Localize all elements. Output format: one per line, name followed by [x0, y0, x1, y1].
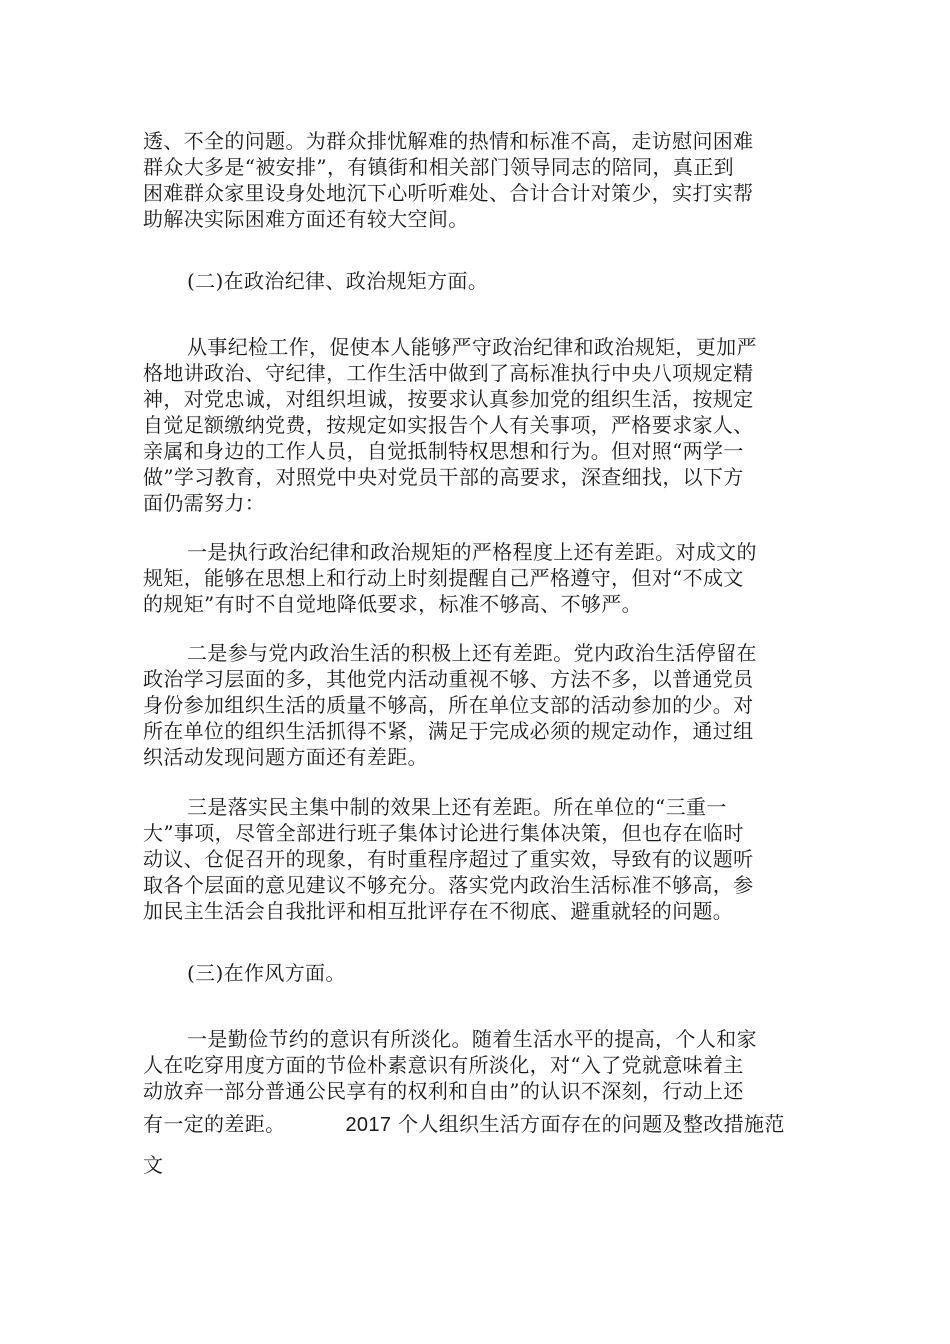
document-title-text: 个人组织生活方面存在的问题及整改措施范	[391, 1112, 785, 1136]
paragraph-2-line-1: 从事纪检工作，促使本人能够严守政治纪律和政治规矩，更加严	[187, 335, 757, 359]
paragraph-2-line-7: 面仍需努力：	[143, 491, 266, 515]
paragraph-4-line-4: 所在单位的组织生活抓得不紧，满足于完成必须的规定动作，通过组	[143, 719, 754, 743]
paragraph-5-line-1: 三是落实民主集中制的效果上还有差距。所在单位的“三重一	[187, 795, 727, 819]
section-heading-3: (三)在作风方面。	[187, 961, 346, 985]
paragraph-6-line-2: 人在吃穿用度方面的节俭朴素意识有所淡化，对“入了党就意味着主	[143, 1053, 744, 1077]
paragraph-1-line-4: 助解决实际困难方面还有较大空间。	[143, 207, 469, 231]
paragraph-4-line-2: 政治学习层面的多，其他党内活动重视不够、方法不多，以普通党员	[143, 667, 754, 691]
paragraph-1-line-3: 困难群众家里设身处地沉下心听听难处、合计合计对策少，实打实帮	[143, 181, 754, 205]
paragraph-1-line-1: 透、不全的问题。为群众排忧解难的热情和标准不高，走访慰问困难	[143, 129, 754, 153]
paragraph-5-line-4: 取各个层面的意见建议不够充分。落实党内政治生活标准不够高，参	[143, 873, 754, 897]
paragraph-2-line-2: 格地讲政治、守纪律，工作生活中做到了高标准执行中央八项规定精	[143, 361, 754, 385]
paragraph-4-line-3: 身份参加组织生活的质量不够高，所在单位支部的活动参加的少。对	[143, 693, 754, 717]
paragraph-2-line-3: 神，对党忠诚，对组织坦诚，按要求认真参加党的组织生活，按规定	[143, 387, 754, 411]
paragraph-1-line-2: 群众大多是“被安排”，有镇街和相关部门领导同志的陪同，真正到	[143, 155, 734, 179]
paragraph-3-line-1: 一是执行政治纪律和政治规矩的严格程度上还有差距。对成文的	[187, 540, 757, 564]
paragraph-3-line-2: 规矩，能够在思想上和行动上时刻提醒自己严格遵守，但对“不成文	[143, 566, 744, 590]
section-heading-2: (二)在政治纪律、政治规矩方面。	[187, 269, 489, 293]
paragraph-2-line-4: 自觉足额缴纳党费，按规定如实报告个人有关事项，严格要求家人、	[143, 413, 754, 437]
document-title-tail: 文	[143, 1153, 164, 1177]
paragraph-4-line-1: 二是参与党内政治生活的积极上还有差距。党内政治生活停留在	[187, 641, 757, 665]
paragraph-2-line-6: 做”学习教育，对照党中央对党员干部的高要求，深查细找，以下方	[143, 465, 744, 489]
paragraph-5-line-5: 加民主生活会自我批评和相互批评存在不彻底、避重就轻的问题。	[143, 899, 734, 923]
paragraph-2-line-5: 亲属和身边的工作人员，自觉抵制特权思想和行为。但对照“两学一	[143, 439, 744, 463]
paragraph-5-line-2: 大”事项，尽管全部进行班子集体讨论进行集体决策，但也存在临时	[143, 821, 744, 845]
paragraph-6-line-4	[143, 1111, 785, 1138]
paragraph-6-line-1: 一是勤俭节约的意识有所淡化。随着生活水平的提高，个人和家	[187, 1027, 757, 1051]
paragraph-5-line-3: 动议、仓促召开的现象，有时重程序超过了重实效，导致有的议题听	[143, 847, 754, 871]
paragraph-3-line-3: 的规矩”有时不自觉地降低要求，标准不够高、不够严。	[143, 592, 642, 616]
paragraph-6-closing-text: 有一定的差距。	[143, 1112, 286, 1136]
document-title-year: 2017	[345, 1114, 392, 1136]
paragraph-4-line-5: 织活动发现问题方面还有差距。	[143, 745, 428, 769]
paragraph-6-line-3: 动放弃一部分普通公民享有的权利和自由”的认识不深刻，行动上还	[143, 1079, 744, 1103]
